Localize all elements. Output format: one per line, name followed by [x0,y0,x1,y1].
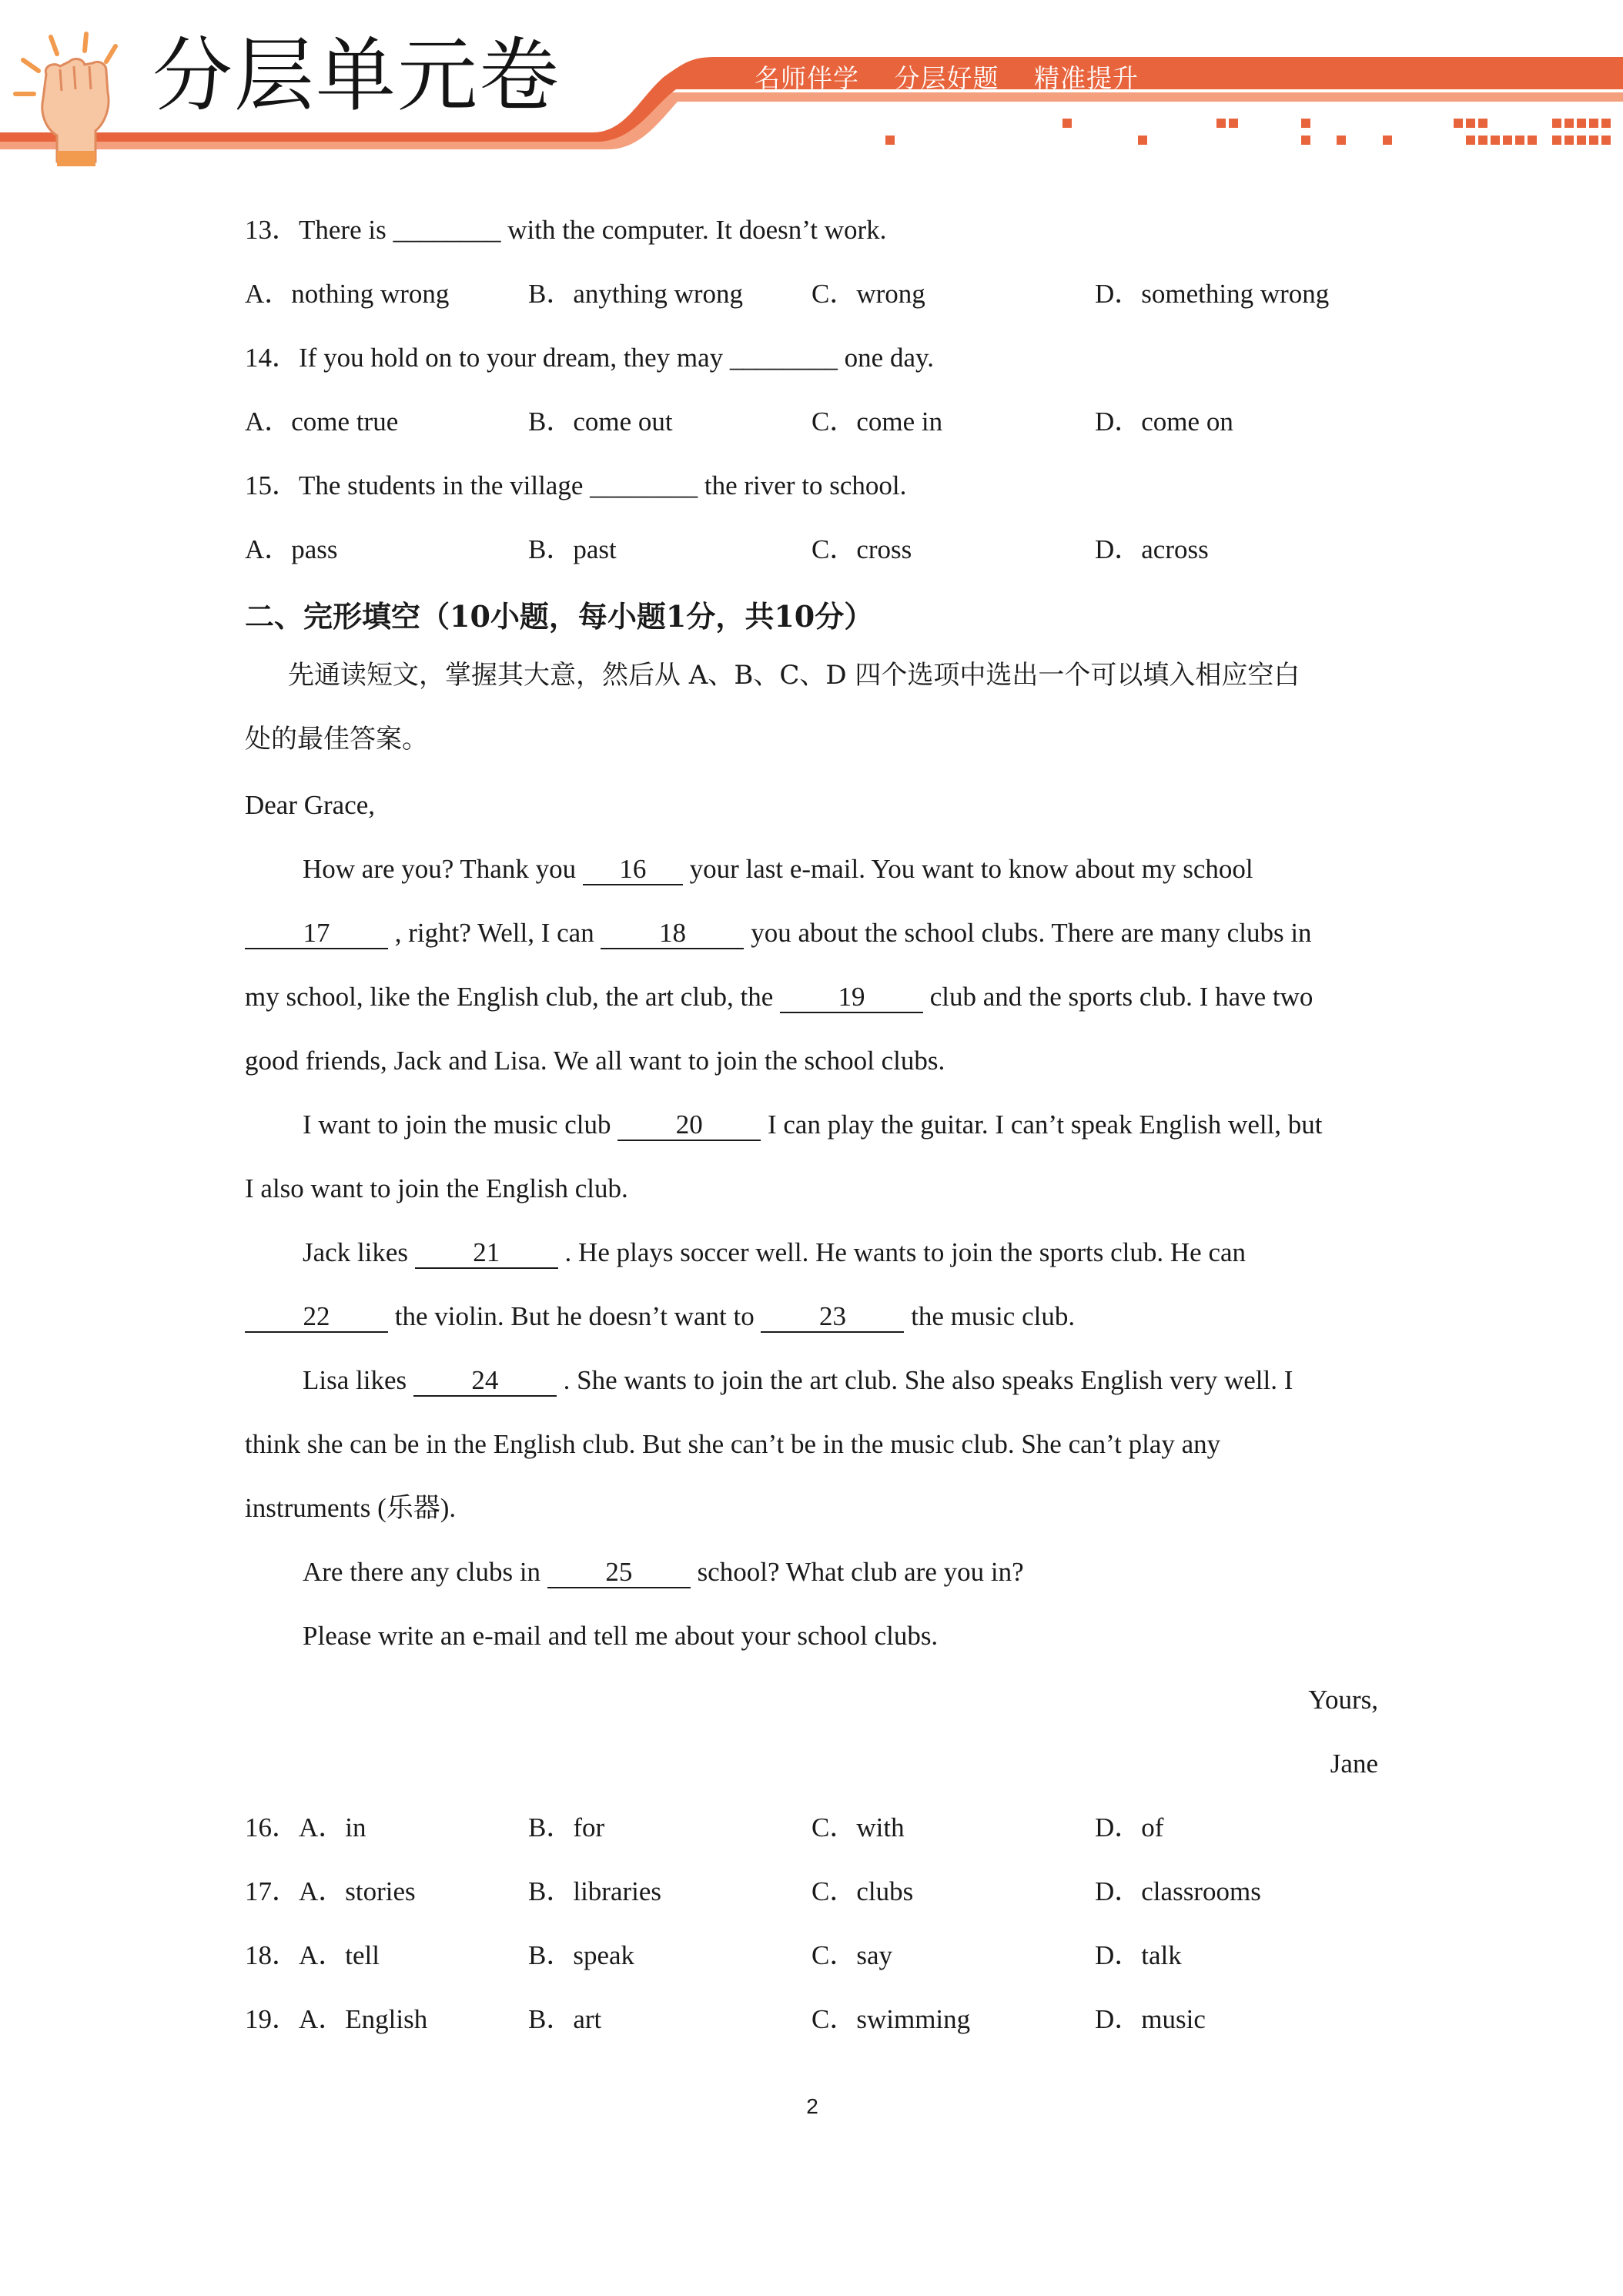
question-stem: with the computer. It doesn’t work. [500,215,887,245]
option-d[interactable]: D．across [1095,534,1209,564]
option-d[interactable]: D．of [1095,1812,1164,1842]
question-number: 14． [245,343,300,373]
letter-text: Jack likes [303,1237,415,1267]
slogan-item: 精准提升 [1034,63,1139,93]
letter-text: 乐器 [386,1493,440,1524]
cloze-blank[interactable]: 17 [245,919,388,949]
question-stem: The students in the village [299,470,591,500]
letter-text: the music club. [904,1301,1076,1331]
letter-line: think she can be in the English club. But she can’t be in the music club. She can’t play any [245,1429,1221,1459]
option-a[interactable]: A．in [299,1812,366,1842]
option-b[interactable]: B．art [528,2004,602,2034]
answer-blank: ________ [729,343,838,373]
letter-line [245,981,1313,1013]
option-c[interactable]: C．come in [812,407,943,437]
option-a[interactable]: A．pass [245,534,338,564]
letter-line: good friends, Jack and Lisa. We all want to join the school clubs. [245,1046,945,1076]
cloze-blank[interactable]: 19 [780,983,923,1013]
question-stem: the river to school. [698,470,907,500]
cloze-question-18 [245,1940,380,1972]
letter-text: the violin. But he doesn’t want to [388,1301,761,1331]
brand-title: 分层单元卷 [152,28,561,122]
question-stem: There is [299,215,393,245]
letter-line [303,1237,1246,1269]
cloze-blank[interactable]: 25 [547,1558,691,1588]
cloze-blank[interactable]: 20 [617,1111,761,1141]
option-d[interactable]: D．music [1095,2004,1206,2034]
letter-text: I can play the guitar. I can’t speak English well, but [761,1110,1323,1140]
letter-line [303,1364,1293,1397]
option-c[interactable]: C．say [812,1940,893,1970]
option-b[interactable]: B．come out [528,407,673,437]
question-number: 15． [245,470,300,500]
letter-text: ). [440,1493,457,1523]
cloze-blank[interactable]: 23 [761,1303,904,1333]
option-b[interactable]: B．past [528,534,617,564]
option-c[interactable]: C．wrong [812,279,925,309]
letter-text: my school, like the English club, the art club, the [245,982,780,1012]
cloze-blank[interactable]: 22 [245,1303,388,1333]
cloze-blank[interactable]: 24 [413,1367,557,1397]
cloze-question-19 [245,2003,427,2036]
option-c[interactable]: C．cross [812,534,912,564]
option-b[interactable]: B．libraries [528,1876,662,1906]
letter-greeting: Dear Grace, [245,790,376,820]
question-number: 16． [245,1812,300,1842]
option-d[interactable]: D．talk [1095,1940,1182,1970]
question-13 [245,214,886,246]
instruction-text: 处的最佳答案。 [245,724,428,755]
letter-text: . He plays soccer well. He wants to join the sports club. He can [557,1237,1247,1267]
letter-text: instruments ( [245,1493,387,1523]
question-number: 19． [245,2004,300,2034]
cloze-question-17 [245,1876,416,1908]
letter-text: Lisa likes [303,1365,413,1395]
option-a[interactable]: A．tell [299,1940,380,1970]
cloze-blank[interactable]: 18 [601,919,744,949]
option-d[interactable]: D．something wrong [1095,279,1330,309]
letter-text: , right? Well, I can [388,918,601,948]
question-number: 17． [245,1876,300,1906]
question-15 [245,470,906,502]
header-slogan [755,59,1165,95]
question-stem: one day. [837,343,934,373]
letter-text: How are you? Thank you [303,854,583,884]
cloze-blank[interactable]: 21 [415,1239,558,1269]
page-number: 2 [806,2094,818,2118]
slogan-item: 名师伴学 [755,63,859,93]
option-d[interactable]: D．come on [1095,407,1233,437]
question-14 [245,342,934,374]
option-b[interactable]: B．speak [528,1940,635,1970]
letter-line [245,917,1312,949]
option-c[interactable]: C．with [812,1812,905,1842]
answer-blank: ________ [590,470,698,500]
option-d[interactable]: D．classrooms [1095,1876,1261,1906]
question-number: 13． [245,215,300,245]
option-a[interactable]: A．English [299,2004,428,2034]
option-c[interactable]: C．clubs [812,1876,914,1906]
section-title: 二、完形填空（10小题，每小题1分，共10分） [245,599,874,634]
letter-text: I want to join the music club [303,1110,618,1140]
slogan-item: 分层好题 [894,63,999,93]
letter-closing: Yours, [1308,1685,1378,1715]
letter-line [303,1109,1323,1141]
cloze-question-16 [245,1812,366,1844]
instruction-text: 先通读短文，掌握其大意，然后从 A、B、C、D 四个选项中选出一个可以填入相应空白 [288,660,1300,691]
letter-text: Are there any clubs in [303,1557,547,1587]
letter-signature: Jane [1330,1749,1378,1779]
letter-text: . She wants to join the art club. She also speaks English very well. I [556,1365,1293,1395]
letter-line [245,1492,456,1525]
option-b[interactable]: B．for [528,1812,605,1842]
option-a[interactable]: A．come true [245,407,399,437]
letter-text: school? What club are you in? [690,1557,1024,1587]
fist-icon [0,0,146,169]
letter-line [303,1556,1024,1588]
option-a[interactable]: A．stories [299,1876,416,1906]
letter-line [245,1300,1075,1333]
option-a[interactable]: A．nothing wrong [245,279,450,309]
option-b[interactable]: B．anything wrong [528,279,744,309]
page-header [0,0,1623,169]
letter-text: club and the sports club. I have two [923,982,1313,1012]
letter-text: you about the school clubs. There are many clubs in [744,918,1312,948]
answer-blank: ________ [393,215,501,245]
cloze-blank[interactable]: 16 [583,855,683,885]
option-c[interactable]: C．swimming [812,2004,971,2034]
question-number: 18． [245,1940,300,1970]
question-stem: If you hold on to your dream, they may [299,343,730,373]
letter-line: Please write an e-mail and tell me about your school clubs. [303,1621,939,1651]
letter-text: your last e-mail. You want to know about my school [682,854,1253,884]
letter-line: I also want to join the English club. [245,1173,628,1203]
letter-line [303,853,1253,885]
